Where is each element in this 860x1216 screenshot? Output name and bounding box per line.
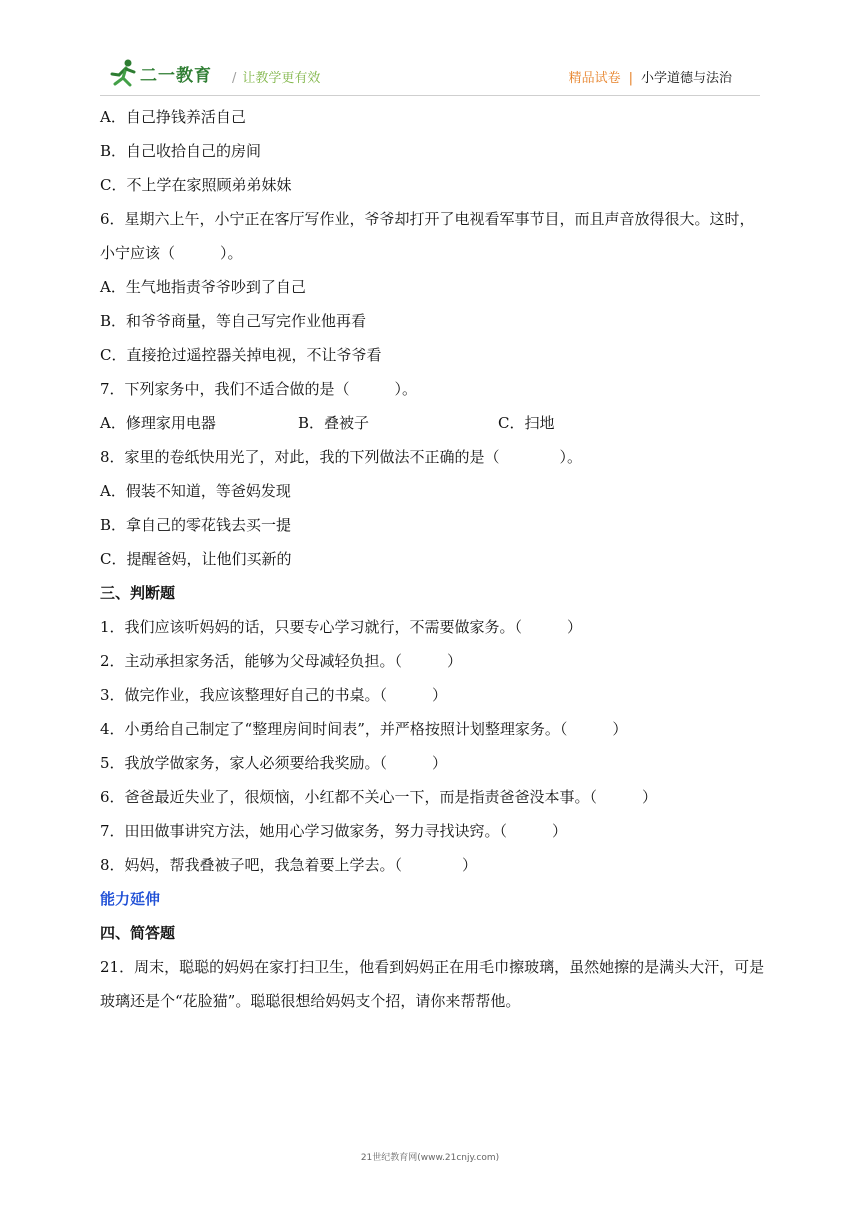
slogan-text: 让教学更有效 [242,71,321,86]
q8-option-c: C．提醒爸妈，让他们买新的 [100,550,292,568]
q8-option-a: A．假装不知道，等爸妈发现 [100,482,291,500]
q7-option-b: B．叠被子 [298,414,370,432]
subject-label: 小学道德与法治 [640,71,732,86]
q7-option-a: A．修理家用电器 [100,414,216,432]
q5-option-c: C．不上学在家照顾弟弟妹妹 [100,176,292,194]
q6-option-a: A．生气地指责爷爷吵到了自己 [100,278,306,296]
short-answer-question-21: 21．周末，聪聪的妈妈在家打扫卫生，他看到妈妈正在用毛巾擦玻璃，虽然她擦的是满头大汗，可是玻璃还是个“花脸猫”。聪聪很想给妈妈支个招，请你来帮帮他。 [100,958,765,1010]
q7-option-c: C．扫地 [498,414,555,432]
judge-item-1: 1．我们应该听妈妈的话，只要专心学习就行，不需要做家务。（ ） [100,618,583,636]
header-right [569,67,732,86]
exam-tag: 精品试卷 [568,71,621,86]
logo [106,56,226,90]
judge-item-4: 4．小勇给自己制定了“整理房间时间表”，并严格按照计划整理家务。（ ） [100,720,628,738]
running-person-icon [106,58,140,88]
q6-option-b: B．和爷爷商量，等自己写完作业他再看 [100,312,367,330]
judge-item-5: 5．我放学做家务，家人必须要给我奖励。（ ） [100,754,448,772]
page-footer: 21世纪教育网(www.21cnjy.com) [360,1153,500,1163]
q8-option-b: B．拿自己的零花钱去买一提 [100,516,292,534]
header-divider: | [628,71,633,86]
q8-stem: 8．家里的卷纸快用光了，对此，我的下列做法不正确的是（ ）。 [100,448,583,466]
q5-option-a: A．自己挣钱养活自己 [100,108,246,126]
section-4-title: 四、简答题 [100,924,176,942]
q5-option-b: B．自己收拾自己的房间 [100,142,262,160]
header-rule [100,95,760,96]
section-3-title: 三、判断题 [100,584,176,602]
judge-item-6: 6．爸爸最近失业了，很烦恼，小红都不关心一下，而是指责爸爸没本事。（ ） [100,788,658,806]
ability-extension-label: 能力延伸 [100,890,161,908]
q7-options [100,406,765,440]
judge-item-8: 8．妈妈，帮我叠被子吧，我急着要上学去。（ ） [100,856,478,874]
judge-item-2: 2．主动承担家务活，能够为父母减轻负担。（ ） [100,652,463,670]
slogan [232,67,320,86]
slogan-separator: / [232,71,237,86]
page-content [100,100,765,1018]
q6-stem: 6．星期六上午，小宁正在客厅写作业，爷爷却打开了电视看军事节目，而且声音放得很大。这时，小宁应该（ ）。 [100,210,755,262]
judge-item-3: 3．做完作业，我应该整理好自己的书桌。（ ） [100,686,448,704]
q6-option-c: C．直接抢过遥控器关掉电视，不让爷爷看 [100,346,382,364]
q7-stem: 7．下列家务中，我们不适合做的是（ ）。 [100,380,418,398]
judge-item-7: 7．田田做事讲究方法，她用心学习做家务，努力寻找诀窍。（ ） [100,822,568,840]
page-header [100,52,760,96]
logo-text: 二一教育 [140,66,212,86]
